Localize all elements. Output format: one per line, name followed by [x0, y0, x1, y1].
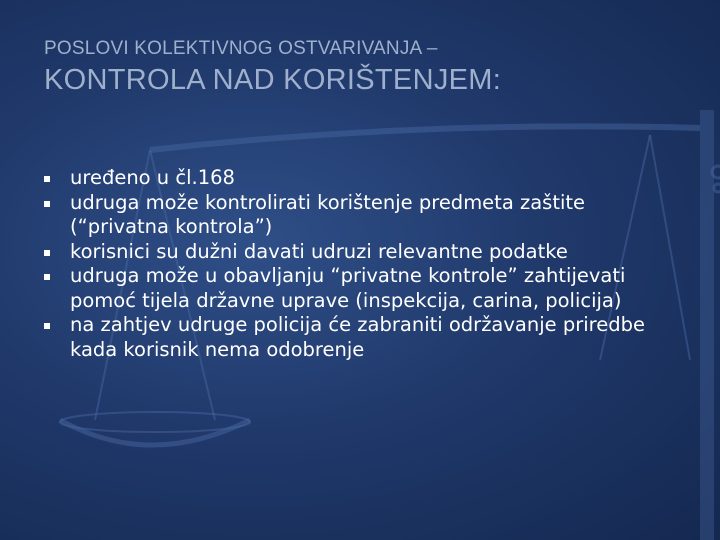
list-item-text: uređeno u čl.168	[70, 166, 235, 189]
square-bullet-icon	[44, 201, 50, 207]
list-item-text: udruga može u obavljanju “privatne kontrole” zahtijevati pomoć tijela državne uprave (inspekcija, carina, policija)	[70, 264, 626, 312]
page-title-line1: POSLOVI KOLEKTIVNOG OSTVARIVANJA –	[44, 38, 438, 59]
list-item	[42, 240, 682, 265]
square-bullet-icon	[44, 176, 50, 182]
square-bullet-icon	[44, 323, 50, 329]
square-bullet-icon	[44, 250, 50, 256]
list-item-text: na zahtjev udruge policija će zabraniti održavanje priredbe kada korisnik nema odobrenje	[70, 313, 645, 361]
list-item	[42, 264, 682, 313]
list-item	[42, 191, 682, 240]
square-bullet-icon	[44, 274, 50, 280]
list-item	[42, 313, 682, 362]
bullet-list	[42, 166, 682, 362]
list-item-text: korisnici su dužni davati udruzi relevantne podatke	[70, 239, 568, 263]
list-item	[42, 166, 682, 191]
list-item-text: udruga može kontrolirati korištenje predmeta zaštite (“privatna kontrola”)	[70, 190, 586, 238]
page-title-line2: KONTROLA NAD KORIŠTENJEM:	[44, 64, 502, 96]
